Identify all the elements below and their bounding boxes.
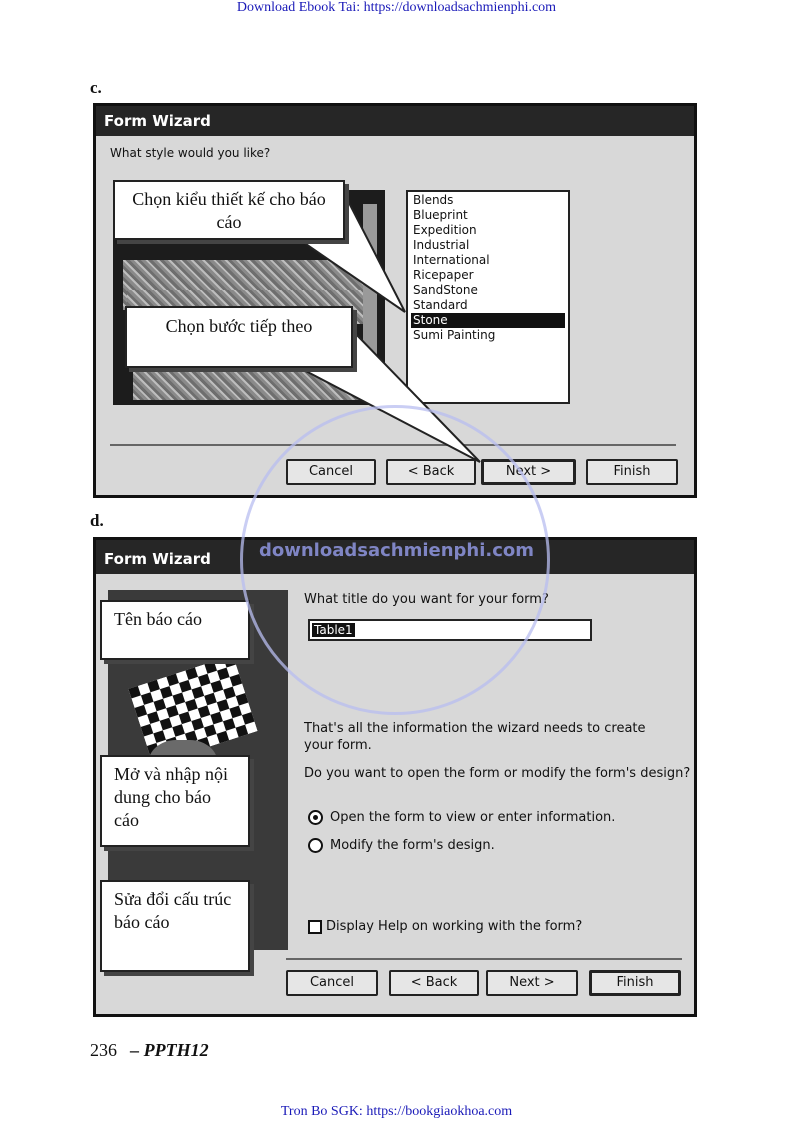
style-item[interactable]: Standard: [413, 298, 468, 312]
style-question: What style would you like?: [110, 146, 271, 160]
section-c-label: c.: [90, 78, 102, 97]
display-help-label[interactable]: Display Help on working with the form?: [326, 919, 583, 934]
style-item[interactable]: Expedition: [413, 223, 477, 237]
cancel-button[interactable]: Cancel: [286, 459, 376, 485]
finish-button[interactable]: Finish: [589, 970, 681, 996]
section-d-label: d.: [90, 511, 104, 530]
dialog-title: Form Wizard: [96, 540, 694, 574]
back-button[interactable]: < Back: [389, 970, 479, 996]
modify-design-label[interactable]: Modify the form's design.: [330, 838, 495, 853]
style-item[interactable]: Ricepaper: [413, 268, 474, 282]
callout-choose-style: Chọn kiểu thiết kế cho báo cáo: [113, 180, 345, 240]
wizard-info-text: That's all the information the wizard needs to create your form.: [304, 721, 646, 753]
open-question: Do you want to open the form or modify the form's design?: [304, 766, 691, 781]
modify-design-radio[interactable]: [308, 838, 323, 853]
style-item[interactable]: Industrial: [413, 238, 470, 252]
dialog-title: Form Wizard: [96, 106, 694, 136]
footer-sgk-link[interactable]: Tron Bo SGK: https://bookgiaokhoa.com: [280, 1104, 513, 1119]
style-item[interactable]: Sumi Painting: [413, 328, 496, 342]
open-form-radio[interactable]: [308, 810, 323, 825]
style-item[interactable]: SandStone: [413, 283, 478, 297]
display-help-checkbox[interactable]: [308, 920, 322, 934]
next-button[interactable]: Next >: [481, 459, 576, 485]
finish-button[interactable]: Finish: [586, 459, 678, 485]
page-footer: [90, 1040, 209, 1061]
style-item-selected[interactable]: Stone: [411, 313, 565, 328]
callout-choose-next: Chọn bước tiếp theo: [125, 306, 353, 368]
callout-modify-design: Sửa đổi cấu trúc báo cáo: [100, 880, 250, 972]
callout-open-form: Mở và nhập nội dung cho báo cáo: [100, 755, 250, 847]
back-button[interactable]: < Back: [386, 459, 476, 485]
watermark-text: downloadsachmienphi.com: [258, 540, 535, 561]
style-item[interactable]: International: [413, 253, 490, 267]
header-download-link[interactable]: Download Ebook Tai: https://downloadsachmienphi.com: [236, 0, 557, 15]
book-code: – PPTH12: [130, 1040, 209, 1060]
title-question: What title do you want for your form?: [304, 592, 549, 607]
cancel-button[interactable]: Cancel: [286, 970, 378, 996]
form-title-value: Table1: [314, 623, 353, 637]
next-button[interactable]: Next >: [486, 970, 578, 996]
style-item[interactable]: Blends: [413, 193, 454, 207]
open-form-label[interactable]: Open the form to view or enter information.: [330, 810, 616, 825]
callout-report-title: Tên báo cáo: [100, 600, 250, 660]
page-number: 236: [90, 1040, 117, 1060]
style-item[interactable]: Blueprint: [413, 208, 468, 222]
